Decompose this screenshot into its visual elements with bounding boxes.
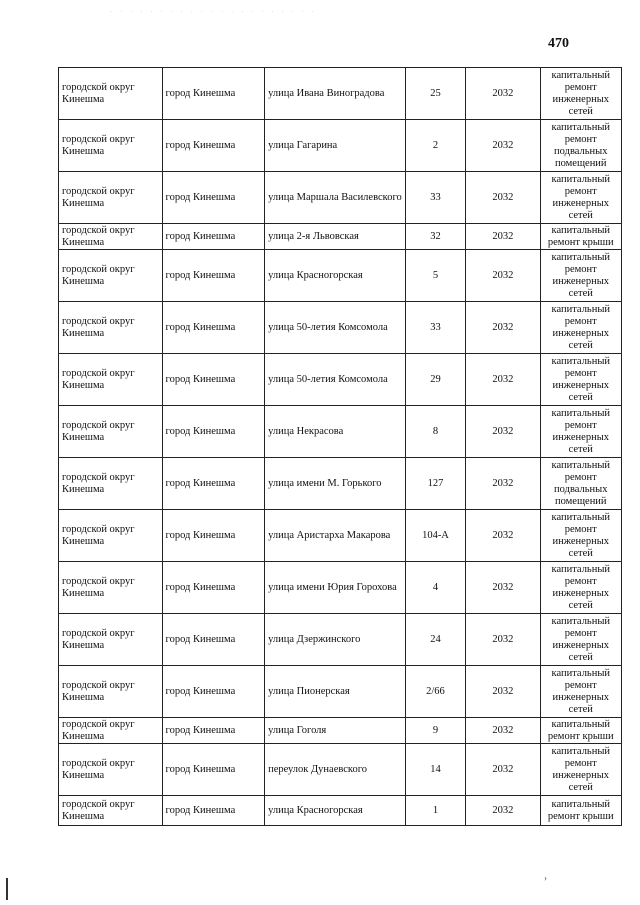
table-row: [59, 172, 622, 224]
cell-street: улица 50-летия Комсомола: [265, 354, 406, 406]
cell-house-number: 24: [405, 614, 465, 666]
cell-work-type: капитальный ремонт инженерных сетей: [540, 68, 621, 120]
registry-table: [58, 67, 622, 826]
table-row: [59, 224, 622, 250]
cell-street: улица Красногорская: [265, 796, 406, 826]
cell-street: улица имени Юрия Горохова: [265, 562, 406, 614]
cell-city: город Кинешма: [162, 718, 265, 744]
cell-okrug: городской округ Кинешма: [59, 562, 163, 614]
cell-city: город Кинешма: [162, 744, 265, 796]
cell-year: 2032: [466, 224, 540, 250]
cell-street: улица Дзержинского: [265, 614, 406, 666]
cell-okrug: городской округ Кинешма: [59, 406, 163, 458]
cell-work-type: капитальный ремонт инженерных сетей: [540, 250, 621, 302]
table-row: [59, 354, 622, 406]
cell-work-type: капитальный ремонт инженерных сетей: [540, 302, 621, 354]
cell-year: 2032: [466, 68, 540, 120]
cell-okrug: городской округ Кинешма: [59, 68, 163, 120]
cell-work-type: капитальный ремонт крыши: [540, 718, 621, 744]
cell-work-type: капитальный ремонт подвальных помещений: [540, 458, 621, 510]
cell-work-type: капитальный ремонт инженерных сетей: [540, 562, 621, 614]
cell-work-type: капитальный ремонт крыши: [540, 796, 621, 826]
cell-okrug: городской округ Кинешма: [59, 302, 163, 354]
cell-house-number: 14: [405, 744, 465, 796]
cell-year: 2032: [466, 796, 540, 826]
cell-house-number: 2/66: [405, 666, 465, 718]
cell-work-type: капитальный ремонт инженерных сетей: [540, 614, 621, 666]
cell-street: улица 2-я Львовская: [265, 224, 406, 250]
page-number: 470: [548, 36, 569, 51]
cell-work-type: капитальный ремонт инженерных сетей: [540, 744, 621, 796]
cell-okrug: городской округ Кинешма: [59, 224, 163, 250]
cell-house-number: 25: [405, 68, 465, 120]
cell-house-number: 4: [405, 562, 465, 614]
cell-okrug: городской округ Кинешма: [59, 510, 163, 562]
cell-city: город Кинешма: [162, 666, 265, 718]
cell-year: 2032: [466, 406, 540, 458]
cell-street: улица Аристарха Макарова: [265, 510, 406, 562]
table-row: [59, 666, 622, 718]
table-row: [59, 562, 622, 614]
cell-house-number: 104-А: [405, 510, 465, 562]
cell-okrug: городской округ Кинешма: [59, 354, 163, 406]
cell-house-number: 8: [405, 406, 465, 458]
cell-street: улица Гагарина: [265, 120, 406, 172]
cell-house-number: 33: [405, 302, 465, 354]
cell-work-type: капитальный ремонт инженерных сетей: [540, 354, 621, 406]
scan-edge-mark: [6, 878, 8, 900]
cell-work-type: капитальный ремонт инженерных сетей: [540, 666, 621, 718]
table-row: [59, 120, 622, 172]
cell-year: 2032: [466, 302, 540, 354]
cell-city: город Кинешма: [162, 562, 265, 614]
cell-city: город Кинешма: [162, 458, 265, 510]
table-row: [59, 614, 622, 666]
table-row: [59, 68, 622, 120]
cell-street: улица имени М. Горького: [265, 458, 406, 510]
table-row: [59, 406, 622, 458]
cell-okrug: городской округ Кинешма: [59, 458, 163, 510]
table-row: [59, 796, 622, 826]
cell-city: город Кинешма: [162, 68, 265, 120]
cell-house-number: 2: [405, 120, 465, 172]
cell-year: 2032: [466, 250, 540, 302]
table-row: [59, 718, 622, 744]
cell-house-number: 127: [405, 458, 465, 510]
cell-year: 2032: [466, 458, 540, 510]
registry-table-body: [59, 68, 622, 826]
cell-okrug: городской округ Кинешма: [59, 250, 163, 302]
scan-noise: · · · · · · · · · · · · · · · · · · · · ·: [110, 8, 317, 16]
table-row: [59, 510, 622, 562]
cell-city: город Кинешма: [162, 250, 265, 302]
cell-house-number: 29: [405, 354, 465, 406]
cell-okrug: городской округ Кинешма: [59, 666, 163, 718]
cell-year: 2032: [466, 562, 540, 614]
cell-house-number: 32: [405, 224, 465, 250]
cell-street: переулок Дунаевского: [265, 744, 406, 796]
cell-street: улица Гоголя: [265, 718, 406, 744]
cell-year: 2032: [466, 510, 540, 562]
table-row: [59, 744, 622, 796]
cell-city: город Кинешма: [162, 172, 265, 224]
cell-city: город Кинешма: [162, 796, 265, 826]
cell-street: улица Красногорская: [265, 250, 406, 302]
cell-city: город Кинешма: [162, 120, 265, 172]
table-row: [59, 302, 622, 354]
cell-year: 2032: [466, 718, 540, 744]
cell-street: улица Пионерская: [265, 666, 406, 718]
cell-house-number: 5: [405, 250, 465, 302]
cell-okrug: городской округ Кинешма: [59, 744, 163, 796]
cell-okrug: городской округ Кинешма: [59, 120, 163, 172]
cell-okrug: городской округ Кинешма: [59, 614, 163, 666]
cell-house-number: 9: [405, 718, 465, 744]
cell-city: город Кинешма: [162, 614, 265, 666]
cell-street: улица Некрасова: [265, 406, 406, 458]
cell-year: 2032: [466, 354, 540, 406]
cell-year: 2032: [466, 744, 540, 796]
cell-okrug: городской округ Кинешма: [59, 718, 163, 744]
cell-city: город Кинешма: [162, 406, 265, 458]
cell-street: улица 50-летия Комсомола: [265, 302, 406, 354]
cell-year: 2032: [466, 666, 540, 718]
corner-mark: ›: [544, 873, 547, 883]
cell-year: 2032: [466, 172, 540, 224]
table-row: [59, 458, 622, 510]
cell-year: 2032: [466, 614, 540, 666]
cell-year: 2032: [466, 120, 540, 172]
cell-work-type: капитальный ремонт подвальных помещений: [540, 120, 621, 172]
cell-work-type: капитальный ремонт крыши: [540, 224, 621, 250]
cell-work-type: капитальный ремонт инженерных сетей: [540, 406, 621, 458]
cell-street: улица Ивана Виноградова: [265, 68, 406, 120]
table-row: [59, 250, 622, 302]
cell-city: город Кинешма: [162, 302, 265, 354]
cell-work-type: капитальный ремонт инженерных сетей: [540, 172, 621, 224]
cell-okrug: городской округ Кинешма: [59, 796, 163, 826]
cell-city: город Кинешма: [162, 224, 265, 250]
cell-city: город Кинешма: [162, 354, 265, 406]
cell-house-number: 33: [405, 172, 465, 224]
cell-house-number: 1: [405, 796, 465, 826]
cell-work-type: капитальный ремонт инженерных сетей: [540, 510, 621, 562]
cell-city: город Кинешма: [162, 510, 265, 562]
cell-street: улица Маршала Василевского: [265, 172, 406, 224]
cell-okrug: городской округ Кинешма: [59, 172, 163, 224]
